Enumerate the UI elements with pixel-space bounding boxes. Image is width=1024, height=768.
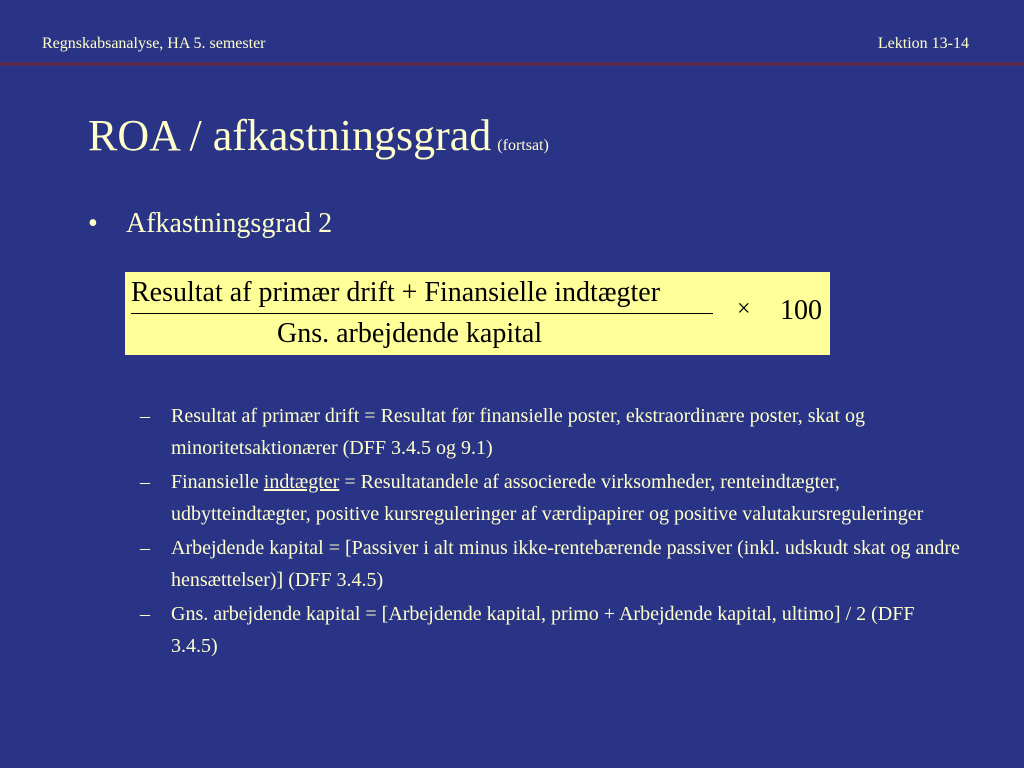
header-divider bbox=[0, 62, 1024, 66]
slide-header bbox=[0, 0, 1024, 62]
list-item-text-post: = Resultatandele af associerede virksomheder, renteindtægter, udbytteindtægter, positive kursreguleringer af værdipapirer og positive valutakursreguleringer bbox=[171, 471, 924, 525]
slide-title bbox=[88, 110, 549, 172]
slide-title-main: ROA / afkastningsgrad bbox=[88, 111, 492, 160]
list-item bbox=[140, 532, 960, 596]
times-sign: × bbox=[737, 296, 751, 322]
list-item-text: Gns. arbejdende kapital = [Arbejdende kapital, primo + Arbejdende kapital, ultimo] / 2 (DFF 3.4.5) bbox=[171, 603, 915, 657]
formula-multiplier: 100 bbox=[780, 295, 822, 326]
dash-marker: – bbox=[140, 471, 150, 493]
definition-list bbox=[140, 400, 960, 664]
list-item-text-pre: Finansielle bbox=[171, 471, 264, 493]
fraction-line bbox=[131, 313, 713, 314]
dash-marker: – bbox=[140, 405, 150, 427]
list-item bbox=[140, 466, 960, 530]
formula-denominator: Gns. arbejdende kapital bbox=[277, 318, 543, 349]
dash-marker: – bbox=[140, 603, 150, 625]
main-bullet bbox=[88, 208, 332, 240]
list-item-text: Arbejdende kapital = [Passiver i alt minus ikke-rentebærende passiver (inkl. udskudt skat og andre hensættelser)] (DFF 3.4.5) bbox=[171, 537, 960, 591]
slide-title-sub: (fortsat) bbox=[497, 137, 549, 154]
lecture-number: Lektion 13-14 bbox=[877, 35, 969, 52]
list-item-text bbox=[171, 466, 960, 530]
list-item bbox=[140, 400, 960, 464]
list-item bbox=[140, 598, 960, 662]
course-title: Regnskabsanalyse, HA 5. semester bbox=[42, 35, 266, 52]
formula-box bbox=[125, 272, 830, 355]
formula-numerator: Resultat af primær drift + Finansielle indtægter bbox=[131, 277, 661, 308]
bullet-text: Afkastningsgrad 2 bbox=[126, 208, 333, 239]
bullet-marker: • bbox=[88, 208, 98, 239]
underlined-term: indtægter bbox=[263, 471, 340, 493]
dash-marker: – bbox=[140, 537, 150, 559]
list-item-text: Resultat af primær drift = Resultat før finansielle poster, ekstraordinære poster, skat og minoritetsaktionærer (DFF 3.4.5 og 9.1) bbox=[171, 405, 865, 459]
